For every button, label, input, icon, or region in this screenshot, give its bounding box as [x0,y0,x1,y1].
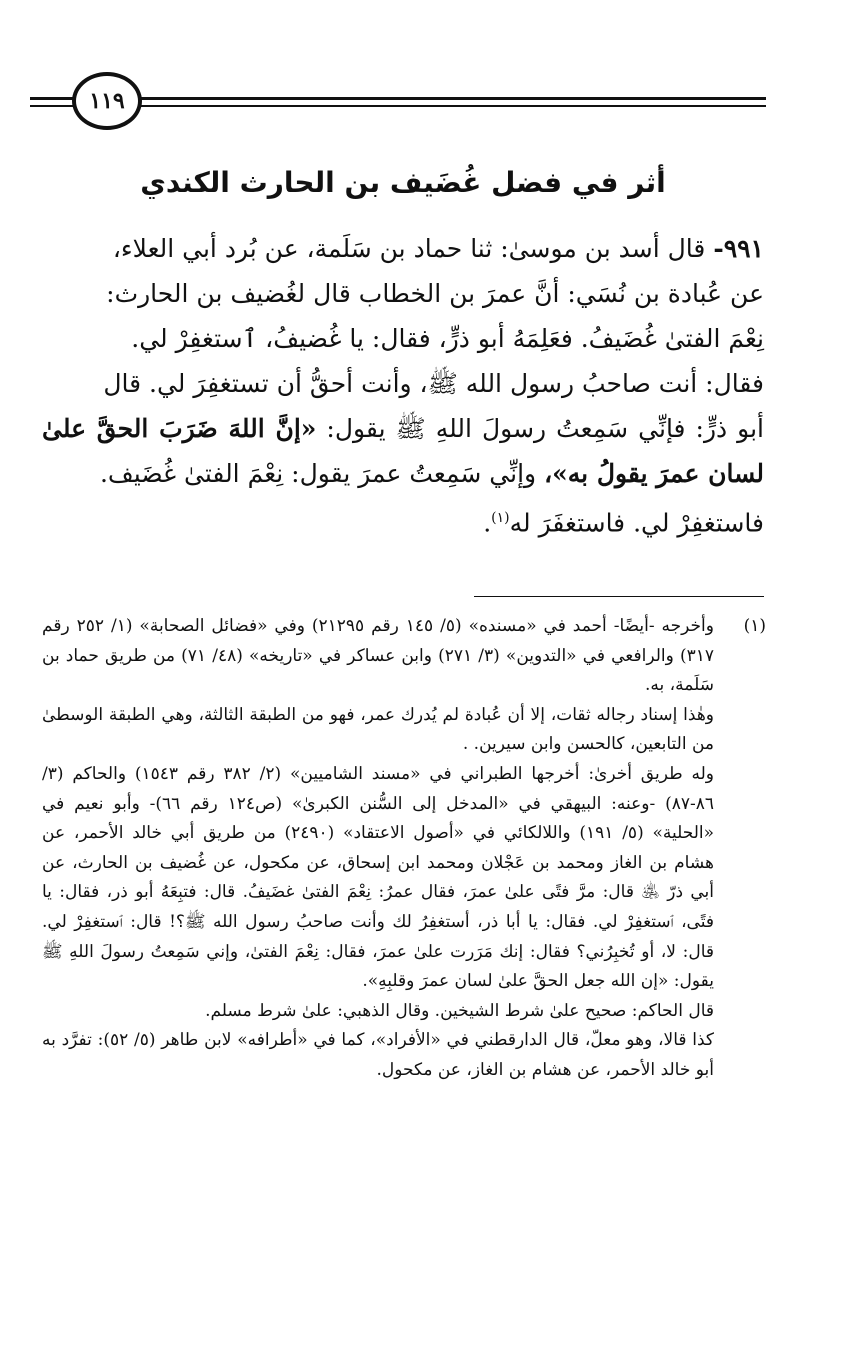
hadith-line: نِعْمَ الفتىٰ غُضَيفُ. فعَلِمَهُ أبو ذرٍّ، فقال: يا غُضيفُ، ٱستغفِرْ لي. [131,324,764,353]
footnote-paragraph: وهٰذا إسناد رجاله ثقات، إلا أن عُبادة لم يُدرك عمر، فهو من الطبقة الثالثة، وهي الطبقة الوسطىٰ من التابعين، كالحسن وابن سيرين. . [42,704,714,755]
hadith-line-text: فاستغفِرْ لي. فاستغفَرَ له [509,508,764,538]
hadith-line: فقال: أنت صاحبُ رسول الله ﷺ، وأنت أحقُّ أن تستغفِرَ لي. قال [103,369,764,398]
hadith-text [42,226,764,545]
hadith-line [42,496,764,545]
footnote-paragraph: كذا قالا، وهو معلّ، قال الدارقطني في «الأفراد»، كما في «أطرافه» لابن طاهر (٥/ ٥٢): تفرَّد به أبو خالد الأحمر، عن هشام بن الغاز، عن مكحول. [42,1030,714,1080]
hadith-line: عن عُبادة بن نُسَي: أنَّ عمرَ بن الخطاب قال لغُضيف بن الحارث: [106,279,764,308]
hadith-line-text: قال أسد بن موسىٰ: ثنا حماد بن سَلَمة، عن بُرد أبي العلاء، [112,234,706,263]
footnote-text: وأخرجه -أيضًا- أحمد في «مسنده» (٥/ ١٤٥ رقم ٢١٢٩٥) وفي «فضائل الصحابة» (١/ ٢٥٢ رقم ٣١٧) والرافعي في «التدوين» (٣/ ٢٧١) وابن عساكر في «تاريخه» (٤٨/ ٧١) من طريق حماد بن سَلَمة، به. [42,616,715,696]
end-mark: . [483,508,492,538]
page-number-badge [72,72,142,130]
footnote-marker[interactable]: (١) [491,510,510,526]
footnote-paragraph [42,612,764,701]
footnote-index: (١) [743,616,766,636]
hadith-line-text: وإنِّي سَمِعتُ عمرَ يقول: نِعْمَ الفتىٰ غُضَيف. [99,459,537,488]
footnote-paragraph: وله طريق أخرىٰ: أخرجها الطبراني في «مسند الشاميين» (٢/ ٣٨٢ رقم ١٥٤٣) والحاكم (٣/ ٨٦-٨٧) -وعنه: البيهقي في «المدخل إلى السُّنن الكبرىٰ» (ص١٢٤ رقم ٦٦)- وأبو نعيم في «الحلية» (٥/ ١٩١) واللالكائي في «أصول الاعتقاد» (٢٤٩٠) من طريق أبي خالد الأحمر، عن هشام بن الغاز ومحمد بن عَجْلان ومحمد ابن إسحاق، عن مكحول، عن غُضيف بن الحارث، عن أبي ذرّ ﵁ قال: مرَّ فتًى علىٰ عمرَ، فقال عمرُ: نِعْمَ الفتىٰ غضَيفُ. قال: فتبِعَهُ أبو ذر، فقال: يا فتًى، ٱستغفِرْ لي. فقال: يا أبا ذر، أستغفِرُ لك وأنت صاحبُ رسول الله ﷺ؟! قال: ٱستغفِرْ لي. قال: لا، أو تُخبِرُني؟ فقال: إنك مَرَرت علىٰ عمرَ، فقال: نِعْمَ الفتىٰ، وإني سَمِعتُ رسولَ اللهِ ﷺ يقول: «إن الله جعل الحقَّ علىٰ لسان عمرَ وقلبِهِ». [42,763,714,992]
page-number: ١١٩ [89,88,125,114]
prophetic-quote: «إنَّ اللهَ ضَرَبَ الحقَّ علىٰ لسان عمرَ يقولُ به»، [42,414,764,488]
page-header [30,72,766,136]
hadith-number: ٩٩١- [713,234,764,263]
hadith-line [42,226,764,271]
footnotes [42,612,764,1086]
hadith-line-text: أبو ذرٍّ: فإنِّي سَمِعتُ رسولَ اللهِ ﷺ يقول: [326,414,764,443]
footnote-separator [474,596,764,597]
hadith-line [42,406,764,496]
footnote-paragraph: قال الحاكم: صحيح علىٰ شرط الشيخين. وقال الذهبي: علىٰ شرط مسلم. [205,1000,714,1021]
chapter-title: أثر في فضل غُضَيف بن الحارث الكندي [140,166,666,199]
